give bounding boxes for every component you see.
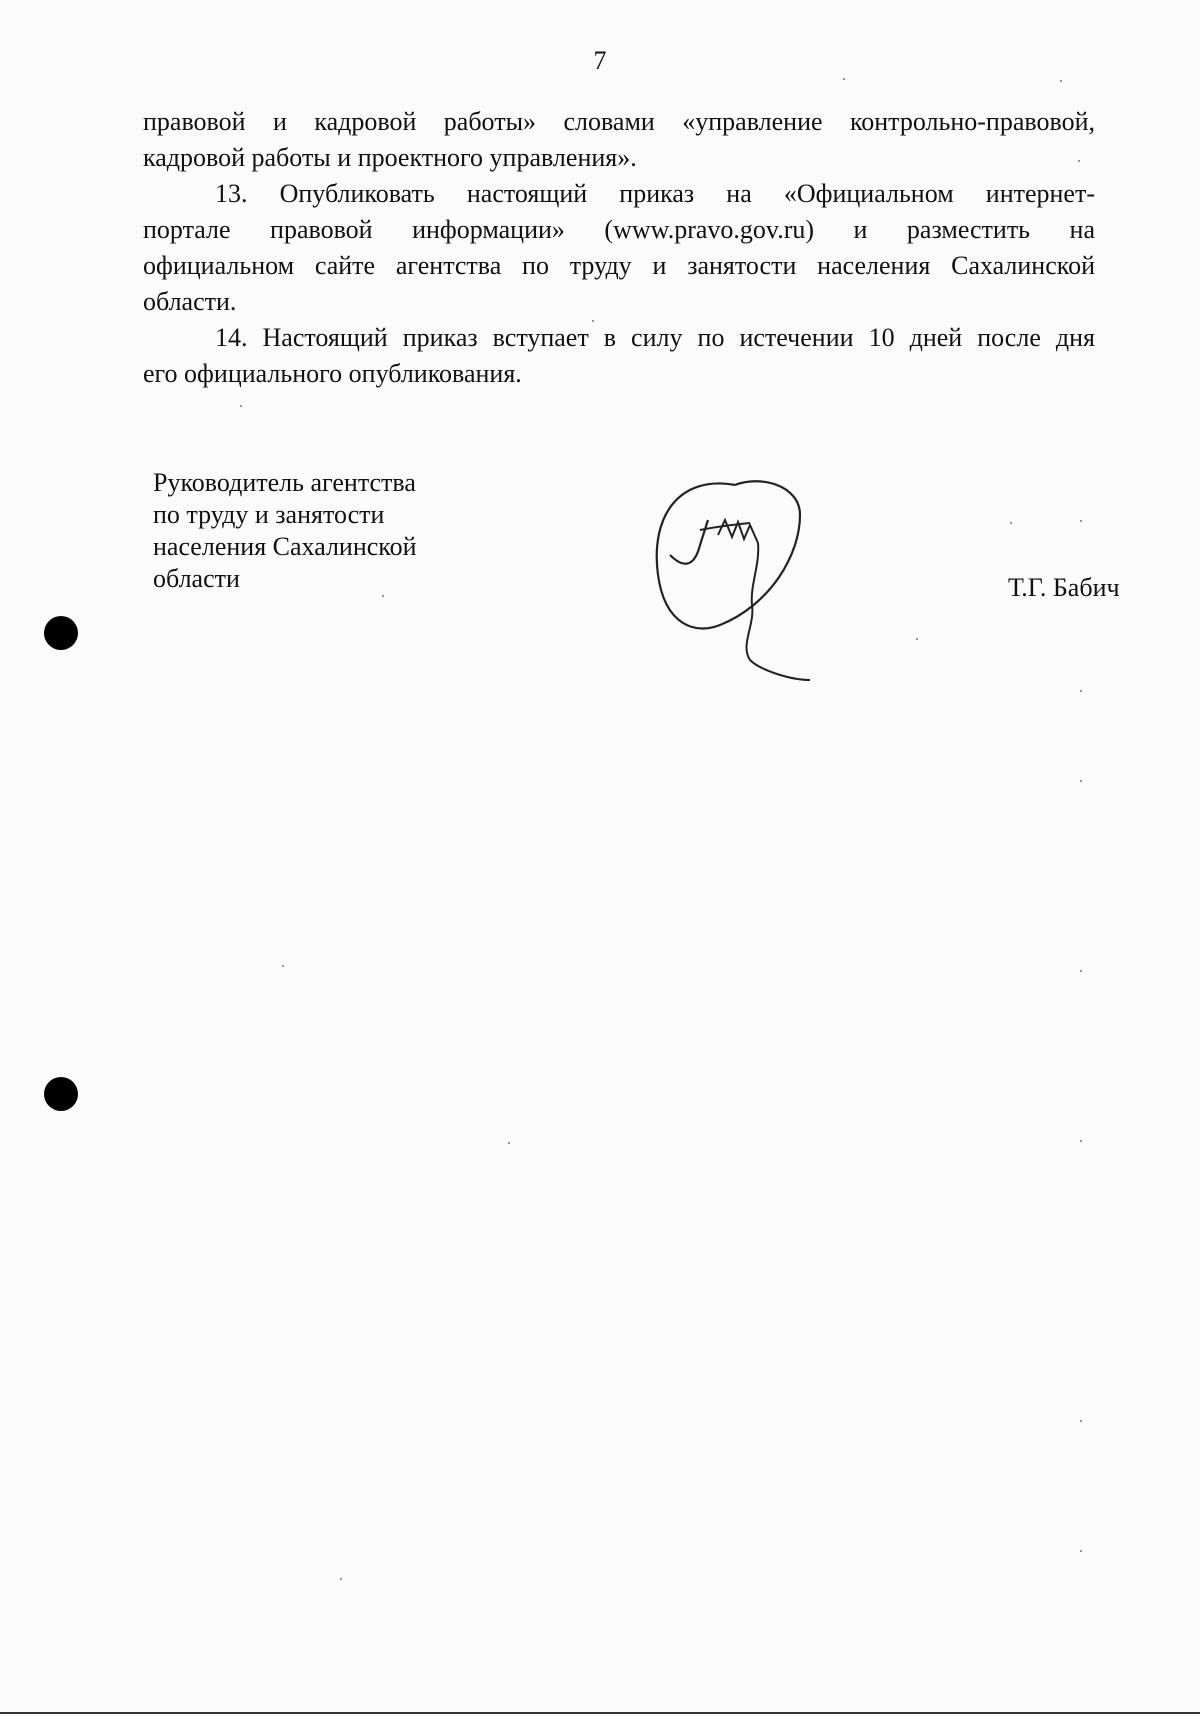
paragraph-13-line-4: области.: [143, 287, 237, 316]
document-body: [143, 104, 1095, 392]
paragraph-13-line-1: 13. Опубликовать настоящий приказ на «Официальном интернет-: [215, 179, 1095, 208]
signatory-title-line-2: по труду и занятости: [153, 500, 385, 529]
punch-hole-top: [44, 616, 78, 650]
paragraph-12-continuation-line-2: кадровой работы и проектного управления».: [143, 143, 637, 172]
page-number: 7: [593, 46, 607, 75]
signatory-title-line-4: области: [153, 564, 240, 593]
signatory-title: [153, 467, 473, 595]
paragraph-14-line-1: 14. Настоящий приказ вступает в силу по истечении 10 дней после дня: [215, 323, 1095, 352]
paragraph-12-continuation-line-1: правовой и кадровой работы» словами «управление контрольно-правовой,: [143, 107, 1095, 136]
signatory-name: Т.Г. Бабич: [1008, 573, 1120, 602]
paragraph-14-line-2: его официального опубликования.: [143, 359, 522, 388]
signatory-title-line-1: Руководитель агентства: [153, 468, 416, 497]
paragraph-13-line-2: портале правовой информации» (www.pravo.gov.ru) и разместить на: [143, 215, 1095, 244]
signatory-title-line-3: населения Сахалинской: [153, 532, 417, 561]
paragraph-13-line-3: официальном сайте агентства по труду и занятости населения Сахалинской: [143, 251, 1095, 280]
punch-hole-bottom: [44, 1077, 78, 1111]
handwritten-signature: [640, 475, 840, 685]
scan-edge-bottom: [0, 1712, 1200, 1714]
